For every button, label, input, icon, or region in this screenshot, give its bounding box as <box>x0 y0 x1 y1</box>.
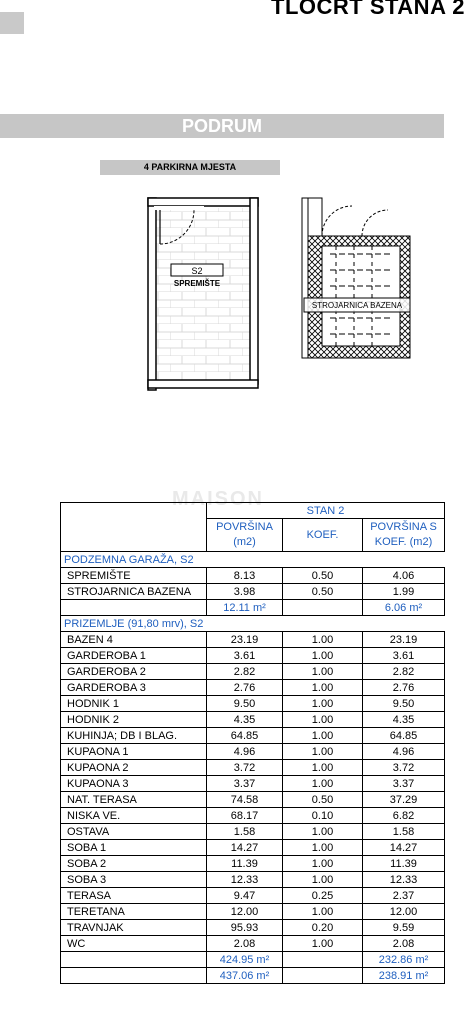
room-name-cell: SOBA 3 <box>61 872 207 888</box>
area-cell: 4.35 <box>207 712 283 728</box>
table-row <box>61 840 445 856</box>
area-koef-cell: 3.37 <box>363 776 445 792</box>
area-cell: 8.13 <box>207 568 283 584</box>
corner-marker <box>0 12 24 34</box>
area-koef-cell: 2.76 <box>363 680 445 696</box>
table-row <box>61 888 445 904</box>
room-name-cell: STROJARNICA BAZENA <box>61 584 207 600</box>
grand-total-area-koef: 238.91 m² <box>363 968 445 984</box>
section-title: PODZEMNA GARAŽA, S2 <box>61 552 445 568</box>
table-row <box>61 856 445 872</box>
table-row <box>61 728 445 744</box>
room-name-cell: SOBA 1 <box>61 840 207 856</box>
pool-machine-room-plan <box>300 196 412 362</box>
area-koef-cell: 11.39 <box>363 856 445 872</box>
room-name-cell: KUPAONA 2 <box>61 760 207 776</box>
section-header-row <box>61 552 445 568</box>
room-name-cell: SOBA 2 <box>61 856 207 872</box>
total-spacer <box>283 952 363 968</box>
room-name-cell: GARDEROBA 1 <box>61 648 207 664</box>
col-area-koef-header: POVRŠINA S KOEF. (m2) <box>363 519 445 552</box>
room-name-cell: BAZEN 4 <box>61 632 207 648</box>
area-koef-cell: 6.82 <box>363 808 445 824</box>
grand-total-row <box>61 968 445 984</box>
area-koef-cell: 1.58 <box>363 824 445 840</box>
section-total-area: 12.11 m² <box>207 600 283 616</box>
section-total-area: 424.95 m² <box>207 952 283 968</box>
area-koef-cell: 2.08 <box>363 936 445 952</box>
section-header-row <box>61 616 445 632</box>
total-spacer <box>283 600 363 616</box>
area-cell: 74.58 <box>207 792 283 808</box>
table-title-row <box>61 503 445 519</box>
room-name-cell: SPREMIŠTE <box>61 568 207 584</box>
table-row <box>61 632 445 648</box>
area-cell: 3.61 <box>207 648 283 664</box>
table-row <box>61 680 445 696</box>
table-row <box>61 936 445 952</box>
floor-banner: PODRUM <box>0 114 444 138</box>
table-row <box>61 824 445 840</box>
room-name-cell: TERETANA <box>61 904 207 920</box>
room-name-label: SPREMIŠTE <box>173 279 221 288</box>
koef-cell: 1.00 <box>283 632 363 648</box>
section-total-row <box>61 600 445 616</box>
table-row <box>61 872 445 888</box>
table-row <box>61 808 445 824</box>
area-cell: 12.33 <box>207 872 283 888</box>
total-spacer <box>283 968 363 984</box>
section-total-row <box>61 952 445 968</box>
area-cell: 68.17 <box>207 808 283 824</box>
area-cell: 64.85 <box>207 728 283 744</box>
koef-cell: 1.00 <box>283 856 363 872</box>
area-table <box>60 502 445 984</box>
table-header-row <box>61 519 445 552</box>
area-cell: 4.96 <box>207 744 283 760</box>
area-koef-cell: 3.61 <box>363 648 445 664</box>
koef-cell: 0.50 <box>283 584 363 600</box>
table-row <box>61 744 445 760</box>
area-koef-cell: 2.82 <box>363 664 445 680</box>
koef-cell: 0.50 <box>283 568 363 584</box>
area-cell: 9.47 <box>207 888 283 904</box>
section-total-area-koef: 6.06 m² <box>363 600 445 616</box>
room-name-cell: GARDEROBA 2 <box>61 664 207 680</box>
room-name-cell: TRAVNJAK <box>61 920 207 936</box>
watermark: MAISON <box>172 488 264 510</box>
area-koef-cell: 1.99 <box>363 584 445 600</box>
koef-cell: 1.00 <box>283 904 363 920</box>
table-row <box>61 904 445 920</box>
table-row <box>61 584 445 600</box>
area-koef-cell: 37.29 <box>363 792 445 808</box>
koef-cell: 1.00 <box>283 744 363 760</box>
total-spacer <box>61 968 207 984</box>
table-row <box>61 664 445 680</box>
table-row <box>61 696 445 712</box>
koef-cell: 1.00 <box>283 680 363 696</box>
area-koef-cell: 23.19 <box>363 632 445 648</box>
koef-cell: 1.00 <box>283 776 363 792</box>
koef-cell: 0.25 <box>283 888 363 904</box>
section-total-area-koef: 232.86 m² <box>363 952 445 968</box>
room-name-cell: WC <box>61 936 207 952</box>
area-cell: 11.39 <box>207 856 283 872</box>
koef-cell: 0.20 <box>283 920 363 936</box>
koef-cell: 1.00 <box>283 872 363 888</box>
storage-room-plan <box>146 196 262 394</box>
koef-cell: 1.00 <box>283 760 363 776</box>
koef-cell: 1.00 <box>283 648 363 664</box>
table-row <box>61 920 445 936</box>
table-row <box>61 792 445 808</box>
koef-cell: 0.10 <box>283 808 363 824</box>
area-koef-cell: 2.37 <box>363 888 445 904</box>
table-row <box>61 712 445 728</box>
col-area-header: POVRŠINA (m2) <box>207 519 283 552</box>
area-koef-cell: 4.06 <box>363 568 445 584</box>
room-name-cell: HODNIK 1 <box>61 696 207 712</box>
area-cell: 9.50 <box>207 696 283 712</box>
grand-total-area: 437.06 m² <box>207 968 283 984</box>
parking-label: 4 PARKIRNA MJESTA <box>100 160 280 175</box>
area-cell: 3.98 <box>207 584 283 600</box>
area-cell: 3.37 <box>207 776 283 792</box>
room-name-cell: HODNIK 2 <box>61 712 207 728</box>
area-cell: 23.19 <box>207 632 283 648</box>
table-title: STAN 2 <box>207 503 445 519</box>
area-cell: 12.00 <box>207 904 283 920</box>
room-code-label: S2 <box>191 266 203 276</box>
room-name-cell: GARDEROBA 3 <box>61 680 207 696</box>
koef-cell: 1.00 <box>283 696 363 712</box>
area-koef-cell: 9.59 <box>363 920 445 936</box>
room-name-cell: KUPAONA 3 <box>61 776 207 792</box>
area-cell: 2.82 <box>207 664 283 680</box>
koef-cell: 0.50 <box>283 792 363 808</box>
room-name-cell: TERASA <box>61 888 207 904</box>
area-koef-cell: 12.00 <box>363 904 445 920</box>
koef-cell: 1.00 <box>283 712 363 728</box>
area-koef-cell: 3.72 <box>363 760 445 776</box>
koef-cell: 1.00 <box>283 936 363 952</box>
area-cell: 95.93 <box>207 920 283 936</box>
area-cell: 2.08 <box>207 936 283 952</box>
page-title: TLOCRT STANA 2 <box>271 0 465 19</box>
koef-cell: 1.00 <box>283 728 363 744</box>
area-cell: 14.27 <box>207 840 283 856</box>
koef-cell: 1.00 <box>283 840 363 856</box>
area-koef-cell: 14.27 <box>363 840 445 856</box>
koef-cell: 1.00 <box>283 664 363 680</box>
table-row <box>61 648 445 664</box>
section-title: PRIZEMLJE (91,80 mrv), S2 <box>61 616 445 632</box>
room-name-cell: NISKA VE. <box>61 808 207 824</box>
table-row <box>61 776 445 792</box>
area-koef-cell: 64.85 <box>363 728 445 744</box>
area-cell: 3.72 <box>207 760 283 776</box>
area-cell: 1.58 <box>207 824 283 840</box>
room-name-cell: OSTAVA <box>61 824 207 840</box>
area-koef-cell: 12.33 <box>363 872 445 888</box>
room-name-label: STROJARNICA BAZENA <box>311 301 403 310</box>
table-row <box>61 568 445 584</box>
area-koef-cell: 4.35 <box>363 712 445 728</box>
total-spacer <box>61 952 207 968</box>
area-koef-cell: 9.50 <box>363 696 445 712</box>
room-name-cell: KUPAONA 1 <box>61 744 207 760</box>
room-name-cell: NAT. TERASA <box>61 792 207 808</box>
col-koef-header: KOEF. <box>283 519 363 552</box>
total-spacer <box>61 600 207 616</box>
koef-cell: 1.00 <box>283 824 363 840</box>
room-name-cell: KUHINJA; DB I BLAG. <box>61 728 207 744</box>
area-koef-cell: 4.96 <box>363 744 445 760</box>
area-cell: 2.76 <box>207 680 283 696</box>
table-row <box>61 760 445 776</box>
